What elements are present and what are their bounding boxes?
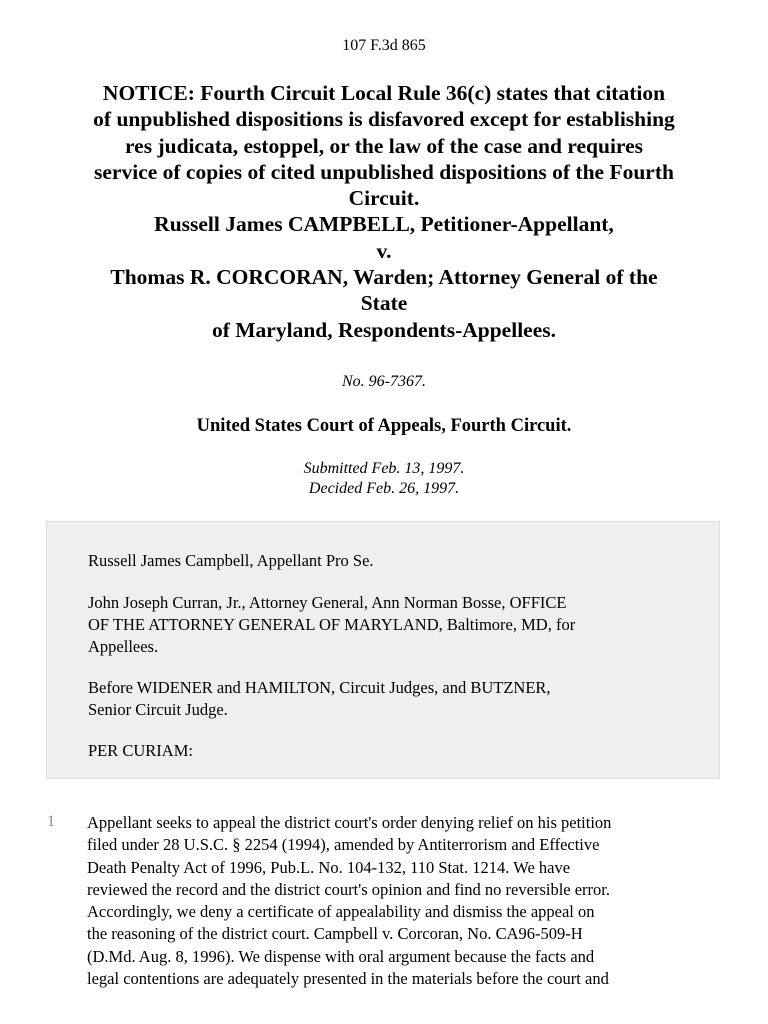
counsel-line: John Joseph Curran, Jr., Attorney General, Ann Norman Bosse, OFFICE [88,593,567,612]
heading-line: v. [376,238,392,263]
decided-date: Decided Feb. 26, 1997. [308,480,460,497]
heading-line: Russell James CAMPBELL, Petitioner-Appellant, [154,212,614,237]
counsel-panel [46,521,720,779]
counsel-line: Appellees. [88,637,159,656]
paragraph-number: 1 [47,813,55,830]
submitted-date: Submitted Feb. 13, 1997. [303,460,465,477]
paragraph-line: (D.Md. Aug. 8, 1996). We dispense with oral argument because the facts and [87,946,595,966]
heading-line: of unpublished dispositions is disfavored except for establishing [93,107,675,132]
reporter-citation: 107 F.3d 865 [342,37,426,54]
counsel-line: OF THE ATTORNEY GENERAL OF MARYLAND, Baltimore, MD, for [88,615,576,634]
case-heading [40,80,728,343]
per-curiam-label: PER CURIAM: [88,741,193,760]
paragraph-line: Death Penalty Act of 1996, Pub.L. No. 104-132, 110 Stat. 1214. We have [87,857,571,877]
heading-line: Circuit. [348,186,420,211]
paragraph-line: Accordingly, we deny a certificate of appealability and dismiss the appeal on [87,902,595,922]
heading-line: service of copies of cited unpublished dispositions of the Fourth [94,159,674,184]
case-dates [0,459,768,499]
heading-line: res judicata, estoppel, or the law of the case and requires [125,133,643,158]
heading-line: NOTICE: Fourth Circuit Local Rule 36(c) states that citation [102,81,666,105]
heading-line: State [360,291,408,316]
panel-line: Senior Circuit Judge. [88,700,228,719]
opinion-paragraph [87,812,727,990]
paragraph-line: filed under 28 U.S.C. § 2254 (1994), amended by Antiterrorism and Effective [87,835,600,855]
paragraph-line: Appellant seeks to appeal the district court's order denying relief on his petition [87,813,612,832]
paragraph-line: legal contentions are adequately presented in the materials before the court and [87,969,609,989]
paragraph-line: the reasoning of the district court. Campbell v. Corcoran, No. CA96-509-H [87,924,583,944]
paragraph-line: reviewed the record and the district court's opinion and find no reversible error. [87,879,611,899]
heading-line: Thomas R. CORCORAN, Warden; Attorney General of the [110,265,658,290]
panel-line: Before WIDENER and HAMILTON, Circuit Judges, and BUTZNER, [88,678,551,697]
heading-line: of Maryland, Respondents-Appellees. [211,317,556,342]
docket-number: No. 96-7367. [342,373,426,390]
counsel-line: Russell James Campbell, Appellant Pro Se. [88,551,374,570]
court-name: United States Court of Appeals, Fourth Circuit. [196,416,572,436]
